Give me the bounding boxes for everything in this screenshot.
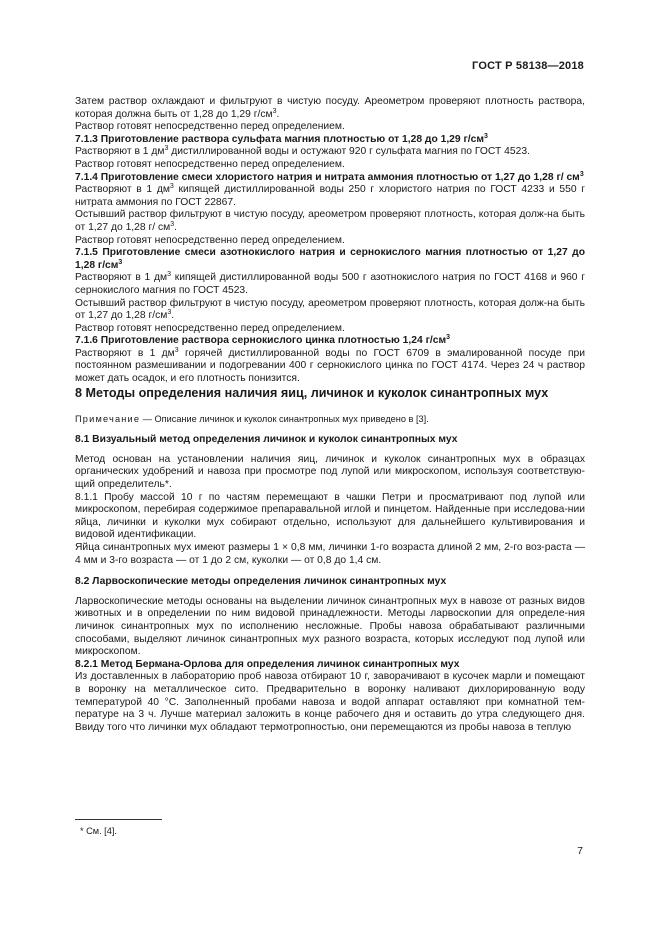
paragraph: Остывший раствор фильтруют в чистую посуду, ареометром проверяют плотность, которая долж-на быть от 1,27 до 1,28 $г/см^3$. — [75, 297, 585, 322]
subsection-heading: 8.2 Ларвоскопические методы определения личинок синантропных мух — [75, 576, 447, 588]
paragraph: Раствор готовят непосредственно перед определением. — [75, 234, 345, 246]
page-number: 7 — [577, 846, 583, 857]
paragraph: Из доставленных в лабораторию проб навоза отбирают 10 г, заворачивают в кусочек марли и помещают в воронку на металлическое сито. Предварительно в воронку наливают дихлорированную воду температурой 40 °С. Заполненный пробами навоза и водой аппарат оставляют при комнатной тем-пературе на 3 ч. Лучше материал заложить в конце рабочего дня и оставить до утра следующего дня. Ввиду того что личинки мух обладают термотропностью, они перемещаются из пробы навоза в теплую — [75, 671, 585, 733]
paragraph: Раствор готовят непосредственно перед определением. — [75, 121, 345, 133]
paragraph: Растворяют в 1 $дм^3$ кипящей дистиллированной воды 250 г хлористого натрия по ГОСТ 4233 и 550 г нитрата аммония по ГОСТ 22867. — [75, 183, 585, 208]
subsection-heading: 8.1 Визуальный метод определения личинок и куколок синантропных мух — [75, 434, 458, 446]
note: Примечание — Описание личинок и куколок синантропных мух приведено в [3]. — [75, 413, 429, 424]
paragraph: Метод основан на установлении наличия яиц, личинок и куколок синантропных мух в образцах органических удобрений и навоза при просмотре под лупой или микроскопом, используя соответствую-щий определитель*. — [75, 453, 585, 491]
paragraph: Раствор готовят непосредственно перед определением. — [75, 158, 345, 170]
page-content — [75, 96, 585, 734]
paragraph: 8.1.1 Пробу массой 10 г по частям перемещают в чашки Петри и просматривают под лупой или микроскопом, перебирая содержимое препаравальной иглой и пинцетом. Найденные при исследова-нии яйца, личинки и куколки мух собирают отдельно, используют для дальнейшего культивирования и видовой идентификации. — [75, 491, 585, 541]
standard-header: ГОСТ Р 58138—2018 — [472, 60, 584, 72]
subsection-heading: 7.1.3 Приготовление раствора сульфата магния плотностью от 1,28 до 1,29 $г/см^3$ — [75, 132, 488, 145]
paragraph: Раствор готовят непосредственно перед определением. — [75, 322, 345, 334]
footnote-divider — [75, 819, 162, 820]
paragraph: Остывший раствор фильтруют в чистую посуду, ареометром проверяют плотность, которая долж-на быть от 1,27 до 1,28 г/ $см^3$. — [75, 209, 585, 233]
subsection-heading: 7.1.6 Приготовление раствора сернокислого цинка плотностью 1,24 $г/см^3$ — [75, 334, 450, 347]
paragraph: Затем раствор охлаждают и фильтруют в чистую посуду. Ареометром проверяют плотность раствора, которая должна быть от 1,28 до 1,29 $г/см^3$. — [75, 96, 585, 120]
section-title: 8 Методы определения наличия яиц, личинок и куколок синантропных мух — [75, 385, 549, 400]
subsection-heading: 7.1.4 Приготовление смеси хлористого натрия и нитрата аммония плотностью от 1,27 до 1,28 г/ $см^3$ — [75, 170, 584, 183]
subsection-heading: 8.2.1 Метод Бермана-Орлова для определения личинок синантропных мух — [75, 658, 460, 670]
footnote: * См. [4]. — [80, 826, 117, 836]
subsection-heading: 7.1.5 Приготовление смеси азотнокислого натрия и сернокислого магния плотностью от 1,27 до 1,28 $г/см^3$ — [75, 247, 585, 271]
paragraph: Ларвоскопические методы основаны на выделении личинок синантропных мух в навозе от разных видов животных и в определении по ним видовой принадлежности. Методы ларвоскопии для определе-ния личинок синантропных мух по исполнению несложные. Пробы навоза обрабатывают различными способами, выделяют личинок синантропных мух разного возраста, которых исследуют под лупой или микроскопом. — [75, 595, 585, 658]
paragraph: Растворяют в 1 $дм^3$ кипящей дистиллированной воды 500 г азотнокислого натрия по ГОСТ 4168 и 960 г сернокислого магния по ГОСТ 4523. — [75, 271, 586, 296]
paragraph: Яйца синантропных мух имеют размеры 1 × 0,8 мм, личинки 1-го возраста длиной 2 мм, 2-го воз-раста — 4 мм и 3-го возраста — от 1 до 2 см, куколки — от 0,8 до 1,4 см. — [75, 542, 585, 566]
paragraph: Растворяют в 1 $дм^3$ горячей дистиллированной воды по ГОСТ 6709 в эмалированной посуде при постоянном размешивании и подогревании 400 г сернокислого цинка по ГОСТ 4174. Через 24 ч раствор может дать осадок, и его плотность понизится. — [75, 346, 585, 385]
paragraph: Растворяют в 1 $дм^3$ дистиллированной воды и остужают 920 г сульфата магния по ГОСТ 4523. — [75, 145, 530, 158]
